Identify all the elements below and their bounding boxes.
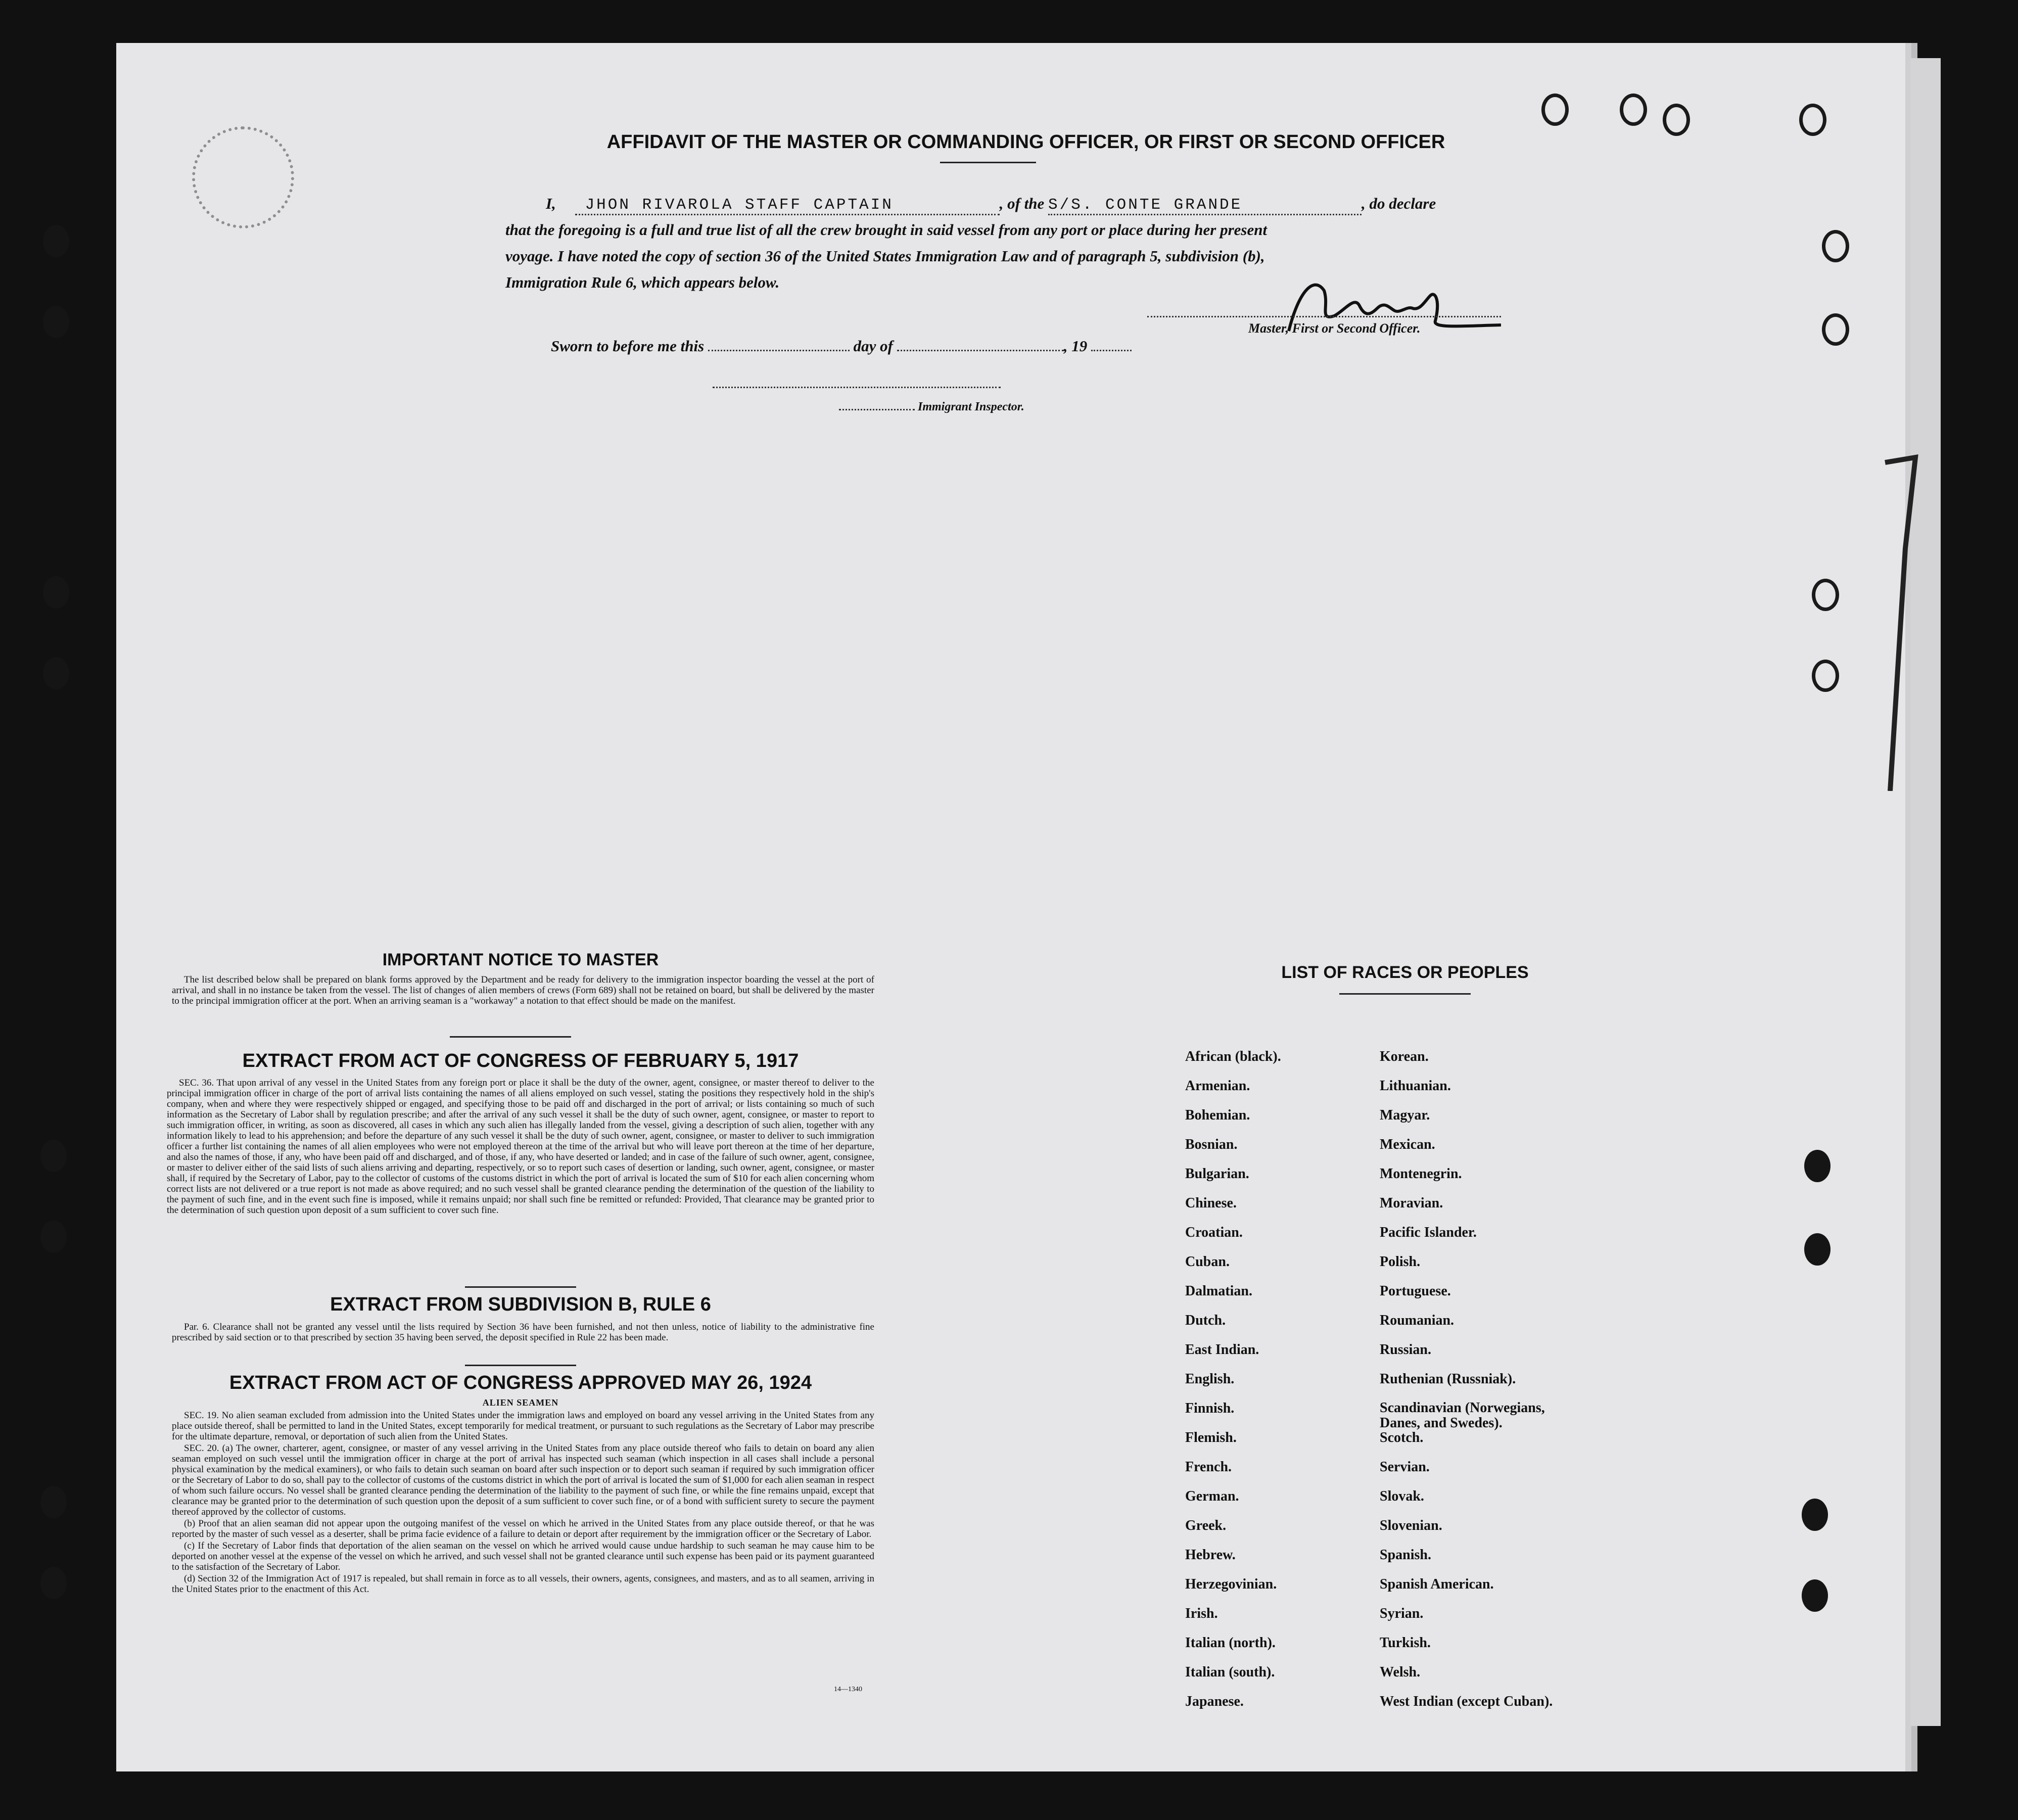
inspector-line	[713, 387, 1001, 388]
race-item: Armenian.	[1185, 1078, 1250, 1094]
race-item: Scotch.	[1380, 1430, 1424, 1445]
extract-1924-subtitle: ALIEN SEAMEN	[482, 1397, 559, 1408]
affidavit-line-2: that the foregoing is a full and true list of all the crew brought in said vessel from any port or place during her present	[505, 221, 1268, 239]
race-item: Moravian.	[1380, 1195, 1443, 1211]
notice-text: The list described below shall be prepared on blank forms approved by the Department and be ready for delivery to the immigration inspector boarding the vessel at the port of arrival, and shall in no instance be taken from the vessel. The list of changes of alien members of crews (Form 689) shall not be retained on board, but shall be delivered by the master to the principal immigration officer at the port. When an arriving seaman is a "workaway" a notation to that effect should be made on the manifest.	[172, 974, 874, 1006]
race-item: Irish.	[1185, 1606, 1218, 1621]
race-item: Bosnian.	[1185, 1137, 1238, 1152]
race-item: Polish.	[1380, 1254, 1421, 1270]
officer-name-field: JHON RIVAROLA STAFF CAPTAIN	[575, 196, 1000, 215]
race-item: Slovenian.	[1380, 1518, 1442, 1533]
affidavit-line-4: Immigration Rule 6, which appears below.	[505, 273, 780, 291]
race-item: Russian.	[1380, 1342, 1431, 1358]
title-rule	[940, 162, 1036, 163]
race-item: African (black).	[1185, 1049, 1281, 1064]
race-item: French.	[1185, 1459, 1232, 1475]
punch-hole	[1812, 660, 1839, 692]
extract-1924-title: EXTRACT FROM ACT OF CONGRESS APPROVED MAY 26, 1924	[229, 1372, 812, 1393]
extract-1924-text: SEC. 19. No alien seaman excluded from admission into the United States under the immigration laws and employed on board any vessel arriving in the United States from any place outside thereof, shall be permitted to land in the United States, except temporarily for medical treatment, or pursuant to such regulations as the Secretary of Labor may prescribe for the ultimate departure, removal, or deportation of such alien from the United States. SEC. 20. (a) The owner, charterer, agent, consignee, or master of any vessel arriving in the United States from any place outside thereof who fails to detain on board any alien seaman employed on such vessel until the immigration officer in charge at the port of arrival has inspected such seaman (which inspection in all cases shall include a personal physical examination by the medical examiners), or who fails to detain such seaman on board after such inspection or to deport such seaman if required by such immigration officer or the Secretary of Labor to do so, shall pay to the collector of customs of the customs district in which the port of arrival is located the sum of $1,000 for each alien seaman in respect of whom such failure occurs. No vessel shall be granted clearance pending the determination of the liability to the payment of such fine, or while the fine remains unpaid, except that clearance may be granted prior to the determination of such question upon the deposit of a sum sufficient to cover such fine, or of a bond with sufficient surety to secure the payment thereof approved by the collector of customs. (b) Proof that an alien seaman did not appear upon the outgoing manifest of the vessel on which he arrived in the United States from any place outside thereof, or that he was reported by the master of such vessel as a deserter, shall be prima facie evidence of a failure to detain or deport after requirement by the immigration officer or the Secretary of Labor. (c) If the Secretary of Labor finds that deportation of the alien seaman on the vessel on which he arrived would cause undue hardship to such seaman he may cause him to be deported on another vessel at the expense of the vessel on which he arrived, and such vessel shall not be granted clearance until such expense has been paid or its payment guaranteed to the satisfaction of the Secretary of Labor. (d) Section 32 of the Immigration Act of 1917 is repealed, but shall remain in force as to all vessels, their owners, agents, consignees, and masters, and as to all seamen, arriving in the United States prior to the enactment of this Act.	[172, 1410, 874, 1595]
punch-hole	[1802, 1579, 1828, 1612]
race-item: Finnish.	[1185, 1401, 1235, 1416]
punch-hole	[1799, 104, 1826, 136]
race-item: Bulgarian.	[1185, 1166, 1249, 1182]
race-item: Syrian.	[1380, 1606, 1424, 1621]
race-item: Servian.	[1380, 1459, 1430, 1475]
pencil-mark	[1875, 447, 1920, 791]
race-item: Cuban.	[1185, 1254, 1230, 1270]
document-page	[116, 43, 1905, 1771]
punch-hole	[43, 306, 69, 338]
extract-1917-title: EXTRACT FROM ACT OF CONGRESS OF FEBRUARY 5, 1917	[242, 1050, 799, 1071]
signature-line	[1147, 316, 1501, 317]
punch-hole	[1822, 230, 1849, 262]
affidavit-title: AFFIDAVIT OF THE MASTER OR COMMANDING OFFICER, OR FIRST OR SECOND OFFICER	[606, 131, 1445, 153]
form-number: 14—1340	[834, 1686, 862, 1693]
race-item: Dutch.	[1185, 1313, 1226, 1328]
punch-hole	[1804, 1150, 1831, 1182]
race-item: Slovak.	[1380, 1488, 1424, 1504]
race-item: Pacific Islander.	[1380, 1225, 1477, 1240]
punch-hole	[1541, 94, 1569, 126]
vessel-name-field: S/S. CONTE GRANDE	[1048, 196, 1362, 215]
stamp-seal	[192, 126, 294, 228]
sworn-line: Sworn to before me this day of , 19	[551, 337, 1132, 355]
race-item: English.	[1185, 1371, 1235, 1387]
race-item: Portuguese.	[1380, 1283, 1451, 1299]
race-item: Scandinavian (Norwegians, Danes, and Swedes).	[1380, 1400, 1545, 1431]
race-item: Japanese.	[1185, 1694, 1244, 1709]
race-item: Dalmatian.	[1185, 1283, 1252, 1299]
punch-hole	[1620, 94, 1647, 126]
races-title: LIST OF RACES OR PEOPLES	[1281, 963, 1529, 982]
race-item: Hebrew.	[1185, 1547, 1236, 1563]
punch-hole	[43, 225, 69, 257]
punch-hole	[1822, 313, 1849, 346]
notice-rule	[450, 1036, 571, 1038]
punch-hole	[1804, 1233, 1831, 1266]
page-edge	[1910, 58, 1941, 1726]
punch-hole	[40, 1140, 67, 1172]
race-item: Chinese.	[1185, 1195, 1237, 1211]
rule6-rule	[465, 1365, 576, 1366]
race-item: Bohemian.	[1185, 1107, 1250, 1123]
rule6-text: Par. 6. Clearance shall not be granted any vessel until the lists required by Section 36 have been furnished, and not then unless, notice of liability to the administrative fine prescribed by said section or to that prescribed by section 35 having been served, the deposit specified in Rule 22 has been made.	[172, 1322, 874, 1343]
race-item: Spanish American.	[1380, 1576, 1494, 1592]
punch-hole	[1663, 104, 1690, 136]
affidavit-line-3: voyage. I have noted the copy of section 36 of the United States Immigration Law and of paragraph 5, subdivision (b),	[505, 247, 1265, 265]
race-item: Lithuanian.	[1380, 1078, 1451, 1094]
punch-hole	[1802, 1499, 1828, 1531]
punch-hole	[43, 657, 69, 689]
race-item: German.	[1185, 1488, 1239, 1504]
punch-hole	[43, 576, 69, 609]
race-item: Turkish.	[1380, 1635, 1431, 1651]
race-item: Spanish.	[1380, 1547, 1431, 1563]
inspector-label: Immigrant Inspector.	[839, 400, 1024, 414]
race-item: Magyar.	[1380, 1107, 1430, 1123]
punch-hole	[40, 1567, 67, 1599]
race-item: Ruthenian (Russniak).	[1380, 1371, 1516, 1387]
race-item: East Indian.	[1185, 1342, 1259, 1358]
notice-title: IMPORTANT NOTICE TO MASTER	[382, 950, 659, 969]
race-item: Italian (north).	[1185, 1635, 1276, 1651]
race-item: Italian (south).	[1185, 1664, 1275, 1680]
race-item: Roumanian.	[1380, 1313, 1454, 1328]
races-rule	[1339, 993, 1471, 995]
race-item: Croatian.	[1185, 1225, 1243, 1240]
rule6-title: EXTRACT FROM SUBDIVISION B, RULE 6	[330, 1294, 711, 1315]
punch-hole	[40, 1221, 67, 1253]
race-item: Herzegovinian.	[1185, 1576, 1277, 1592]
race-item: West Indian (except Cuban).	[1380, 1694, 1553, 1709]
race-item: Welsh.	[1380, 1664, 1421, 1680]
race-item: Greek.	[1185, 1518, 1227, 1533]
race-item: Mexican.	[1380, 1137, 1435, 1152]
race-item: Korean.	[1380, 1049, 1429, 1064]
signer-label: Master, First or Second Officer.	[1248, 321, 1421, 336]
race-item: Montenegrin.	[1380, 1166, 1462, 1182]
extract-1917-text: SEC. 36. That upon arrival of any vessel in the United States from any foreign port or place it shall be the duty of the owner, agent, consignee, or master thereof to deliver to the principal immigration officer in charge of the port of arrival lists containing the names of all aliens employed on such vessel, stating the positions they respectively hold in the ship's company, when and where they were respectively shipped or engaged, and specifying those to be paid off and discharged in the port of arrival; or lists containing so much of such information as the Secretary of Labor shall by regulation prescribe; and after the arrival of any such vessel it shall be the duty of such owner, agent, consignee, or master to report to such immigration officer, in writing, as soon as discovered, all cases in which any such alien has illegally landed from the vessel, giving a description of such alien, together with any information likely to lead to his apprehension; and before the departure of any such vessel it shall be the duty of such owner, agent, consignee, or master to deliver to such immigration officer a further list containing the names of all alien employees who were not employed thereon at the time of the arrival but who will leave port thereon at the time of her departure, and also the names of those, if any, who have been paid off and discharged, and of those, if any, who have deserted or landed; and in case of the failure of such owner, agent, consignee, or master to deliver either of the said lists of such aliens arriving and departing, respectively, or so to report such cases of desertion or landing, such owner, agent, consignee, or master shall, if required by the Secretary of Labor, pay to the collector of customs of the customs district in which the port of arrival is located the sum of $10 for each alien concerning whom correct lists are not delivered or a true report is not made as above required; and no such vessel shall be granted clearance pending the determination of the question of the liability to the payment of such fine, and in the event such fine is imposed, while it remains unpaid; nor shall such fine be remitted or refunded: Provided, That clearance may be granted prior to the determination of such question upon deposit of a sum sufficient to cover such fine.	[167, 1078, 874, 1216]
extract-1917-rule	[465, 1286, 576, 1288]
punch-hole	[1812, 579, 1839, 611]
affidavit-line-1: I, JHON RIVAROLA STAFF CAPTAIN , of the S/S. CONTE GRANDE , do declare	[546, 195, 1708, 215]
punch-hole	[40, 1486, 67, 1518]
race-item: Flemish.	[1185, 1430, 1237, 1445]
